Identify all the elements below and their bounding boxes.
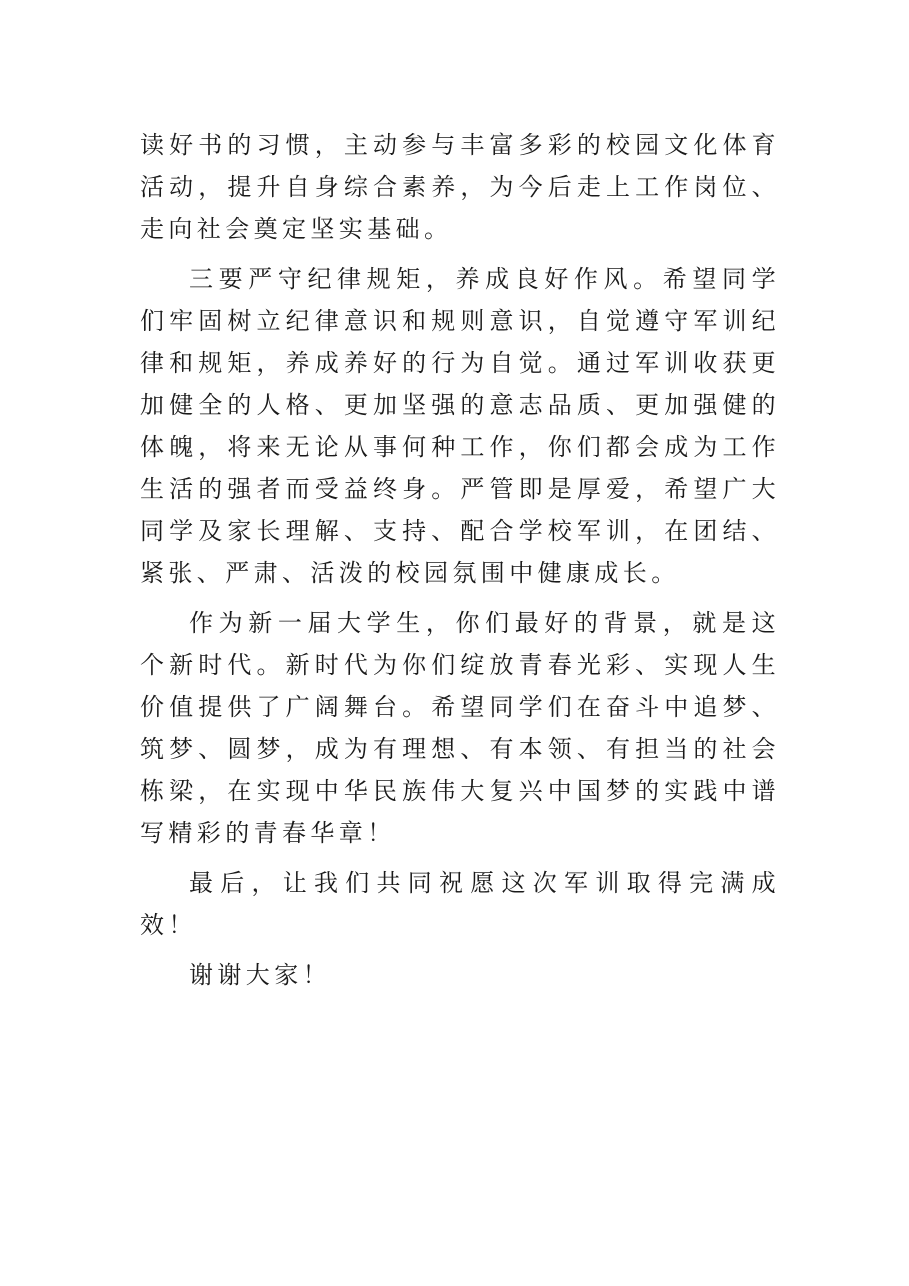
paragraph-closing-wish: 最后，让我们共同祝愿这次军训取得完满成效！	[140, 869, 780, 939]
document-body	[140, 124, 780, 1004]
paragraph-thanks: 谢谢大家！	[189, 961, 331, 989]
paragraph-discipline: 三要严守纪律规矩，养成良好作风。希望同学们牢固树立纪律意识和规则意识，自觉遵守军训纪律和规矩，养成养好的行为自觉。通过军训收获更加健全的人格、更加坚强的意志品质、更加强健的体魄，将来无论从事何种工作，你们都会成为工作生活的强者而受益终身。严管即是厚爱，希望广大同学及家长理解、支持、配合学校军训，在团结、紧张、严肃、活泼的校园氛围中健康成长。	[140, 265, 780, 587]
paragraph-continuation: 读好书的习惯，主动参与丰富多彩的校园文化体育活动，提升自身综合素养，为今后走上工作岗位、走向社会奠定坚实基础。	[140, 131, 780, 243]
paragraph-new-era: 作为新一届大学生，你们最好的背景，就是这个新时代。新时代为你们绽放青春光彩、实现人生价值提供了广阔舞台。希望同学们在奋斗中追梦、筑梦、圆梦，成为有理想、有本领、有担当的社会栋梁，在实现中华民族伟大复兴中国梦的实践中谱写精彩的青春华章！	[140, 609, 780, 847]
